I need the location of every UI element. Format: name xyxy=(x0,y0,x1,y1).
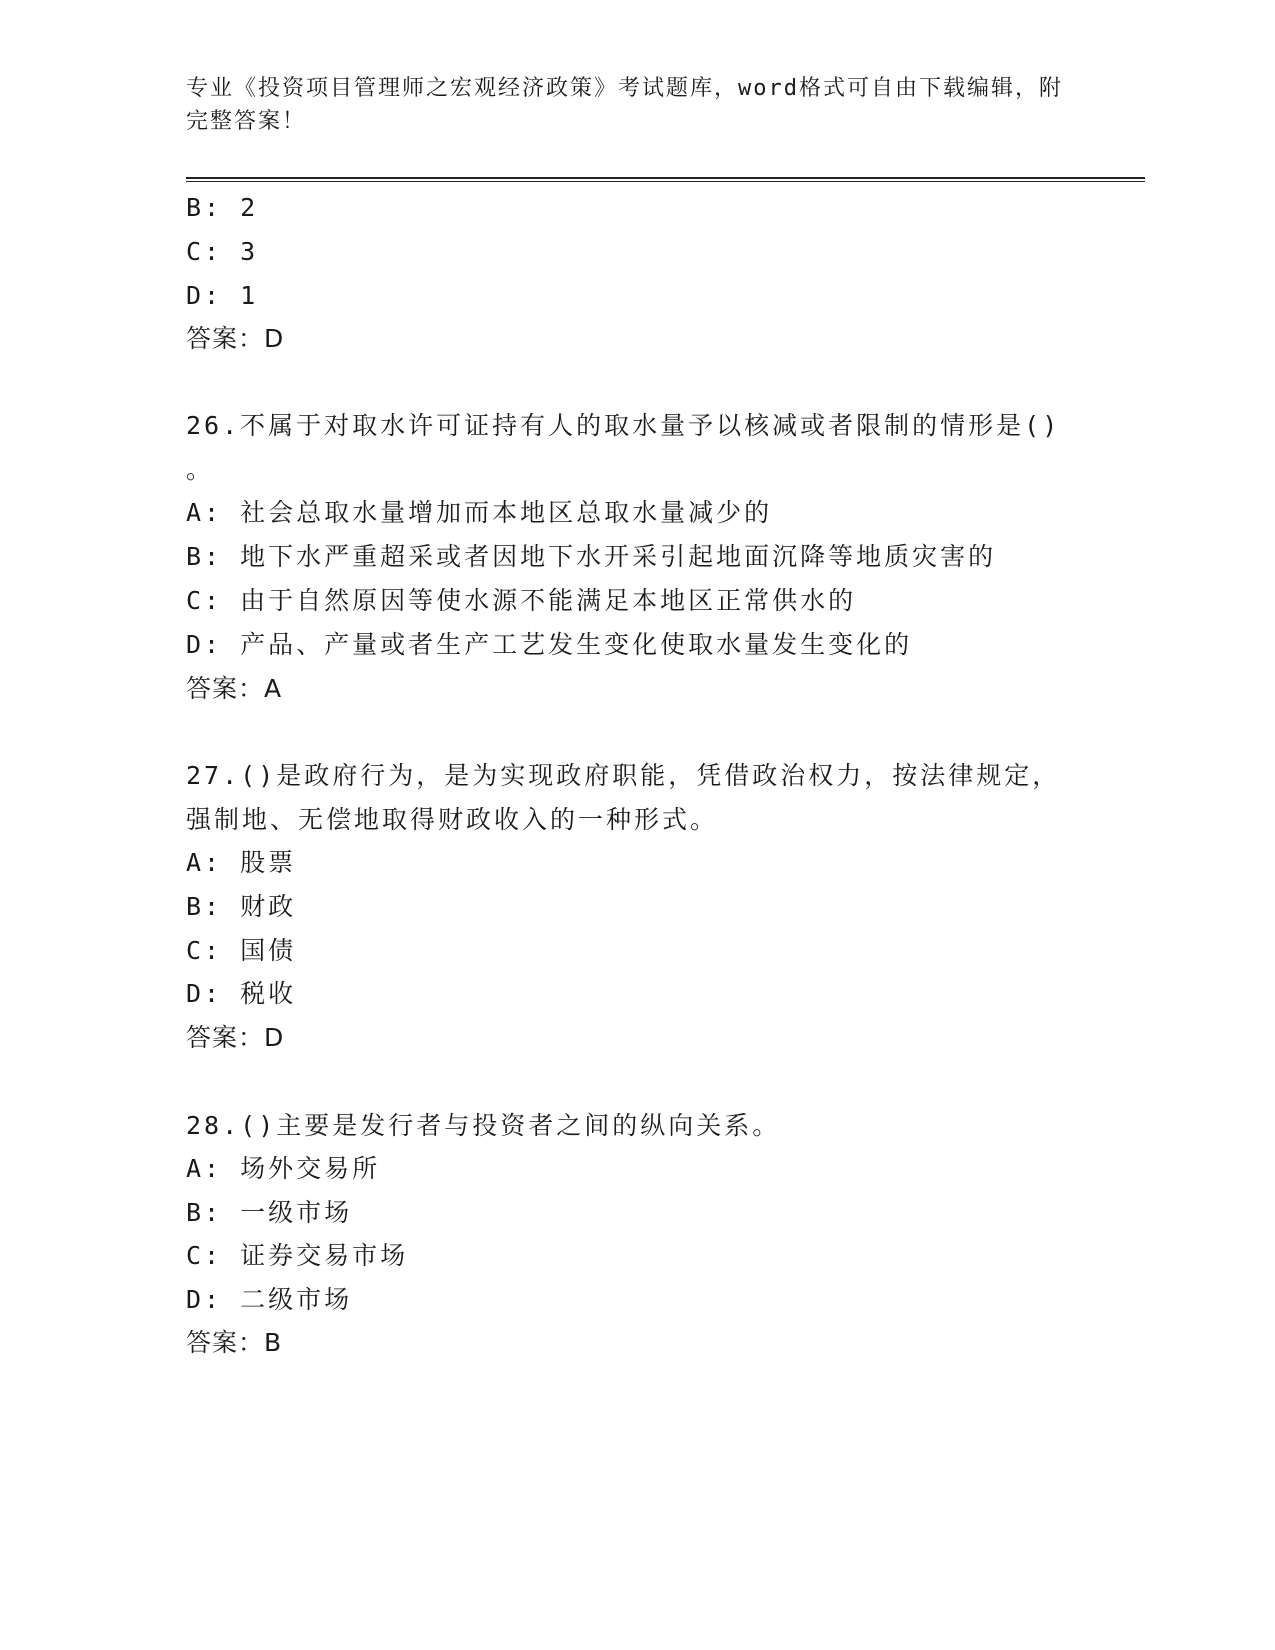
q28-option-b: B: 一级市场 xyxy=(186,1198,353,1227)
q27-stem: 27.()是政府行为，是为实现政府职能，凭借政治权力，按法律规定， xyxy=(186,761,1061,790)
q26-stem: 26.不属于对取水许可证持有人的取水量予以核减或者限制的情形是() xyxy=(186,411,1061,440)
prev-option-b: B: 2 xyxy=(186,193,259,222)
header-rule-thin xyxy=(186,181,1145,182)
q26-option-a: A: 社会总取水量增加而本地区总取水量减少的 xyxy=(186,498,773,527)
q26-option-d: D: 产品、产量或者生产工艺发生变化使取水量发生变化的 xyxy=(186,630,913,659)
prev-option-d: D: 1 xyxy=(186,281,259,310)
q28-answer: 答案：B xyxy=(186,1328,283,1357)
q26-option-c: C: 由于自然原因等使水源不能满足本地区正常供水的 xyxy=(186,586,857,615)
q27-option-b: B: 财政 xyxy=(186,892,297,921)
q28-option-a: A: 场外交易所 xyxy=(186,1154,381,1183)
q27-option-a: A: 股票 xyxy=(186,848,297,877)
q28-stem: 28.()主要是发行者与投资者之间的纵向关系。 xyxy=(186,1111,781,1140)
q26-answer: 答案：A xyxy=(186,674,283,703)
q27-stem-cont: 强制地、无偿地取得财政收入的一种形式。 xyxy=(186,805,719,834)
q27-answer: 答案：D xyxy=(186,1023,285,1052)
q26-option-b: B: 地下水严重超采或者因地下水开采引起地面沉降等地质灾害的 xyxy=(186,542,997,571)
document-header: 专业《投资项目管理师之宏观经济政策》考试题库，word格式可自由下载编辑，附完整答案！ xyxy=(186,76,1063,134)
header-rule-thick xyxy=(186,177,1145,179)
prev-option-c: C: 3 xyxy=(186,237,259,266)
prev-answer: 答案：D xyxy=(186,324,285,353)
q27-option-c: C: 国债 xyxy=(186,936,297,965)
q27-option-d: D: 税收 xyxy=(186,979,297,1008)
q26-stem-cont: 。 xyxy=(186,455,215,484)
q28-option-d: D: 二级市场 xyxy=(186,1285,353,1314)
q28-option-c: C: 证券交易市场 xyxy=(186,1241,409,1270)
